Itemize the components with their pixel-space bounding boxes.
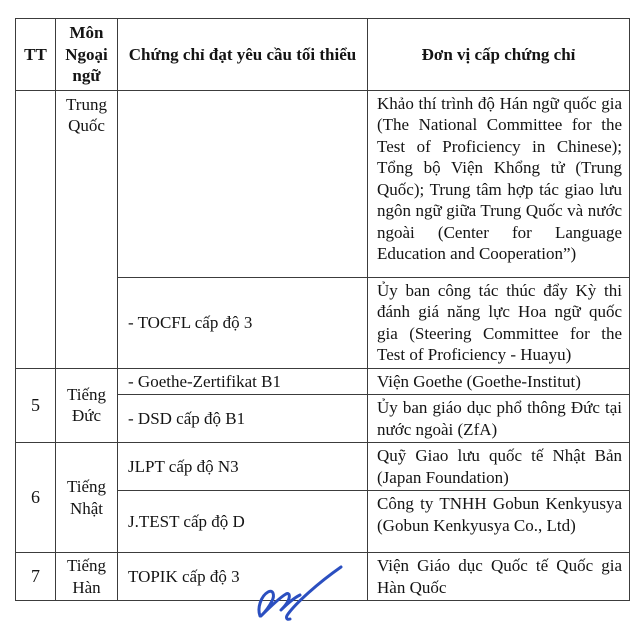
tt-cell: 7 <box>16 553 56 601</box>
issuer-cell: Quỹ Giao lưu quốc tế Nhật Bản (Japan Foundation) <box>368 443 630 491</box>
tt-cell: 5 <box>16 368 56 443</box>
issuer-cell: Ủy ban công tác thúc đẩy Kỳ thi đánh giá năng lực Hoa ngữ quốc gia (Steering Committee for the Test of Proficiency - Huayu) <box>368 277 630 368</box>
table-row <box>16 368 630 395</box>
subject-cell: Tiếng Nhật <box>56 443 118 553</box>
cert-cell: - TOCFL cấp độ 3 <box>118 277 368 368</box>
issuer-cell: Công ty TNHH Gobun Kenkyusya (Gobun Kenkyusya Co., Ltd) <box>368 491 630 553</box>
issuer-cell: Viện Giáo dục Quốc tế Quốc gia Hàn Quốc <box>368 553 630 601</box>
tt-cell <box>16 90 56 368</box>
header-cell-issuer: Đơn vị cấp chứng chỉ <box>368 19 630 91</box>
cert-cell: JLPT cấp độ N3 <box>118 443 368 491</box>
subject-cell: Tiếng Hàn <box>56 553 118 601</box>
issuer-cell: Khảo thí trình độ Hán ngữ quốc gia (The National Committee for the Test of Proficiency in Chinese); Tổng bộ Viện Khổng tử (Trung Quốc); Trung tâm hợp tác giao lưu ngôn ngữ giữa Trung Quốc và nước ngoài (Center for Language Education and Cooperation”) <box>368 90 630 277</box>
cert-cell: - Goethe-Zertifikat B1 <box>118 368 368 395</box>
subject-cell: Trung Quốc <box>56 90 118 368</box>
subject-cell: Tiếng Đức <box>56 368 118 443</box>
cert-cell: - DSD cấp độ B1 <box>118 395 368 443</box>
signature-scribble-stroke <box>259 591 300 616</box>
table-row <box>16 443 630 491</box>
cert-cell: TOPIK cấp độ 3 <box>118 553 368 601</box>
header-cell-tt: TT <box>16 19 56 91</box>
header-row <box>16 19 630 91</box>
signature-slash-stroke <box>287 567 341 619</box>
certificate-requirements-table <box>15 18 630 601</box>
tt-cell: 6 <box>16 443 56 553</box>
header-cell-subject: Môn Ngoại ngữ <box>56 19 118 91</box>
table-row <box>16 90 630 277</box>
cert-cell <box>118 90 368 277</box>
issuer-cell: Viện Goethe (Goethe-Institut) <box>368 368 630 395</box>
pen-signature-ink <box>228 556 358 622</box>
cert-cell: J.TEST cấp độ D <box>118 491 368 553</box>
header-cell-certificate: Chứng chỉ đạt yêu cầu tối thiểu <box>118 19 368 91</box>
issuer-cell: Ủy ban giáo dục phổ thông Đức tại nước ngoài (ZfA) <box>368 395 630 443</box>
